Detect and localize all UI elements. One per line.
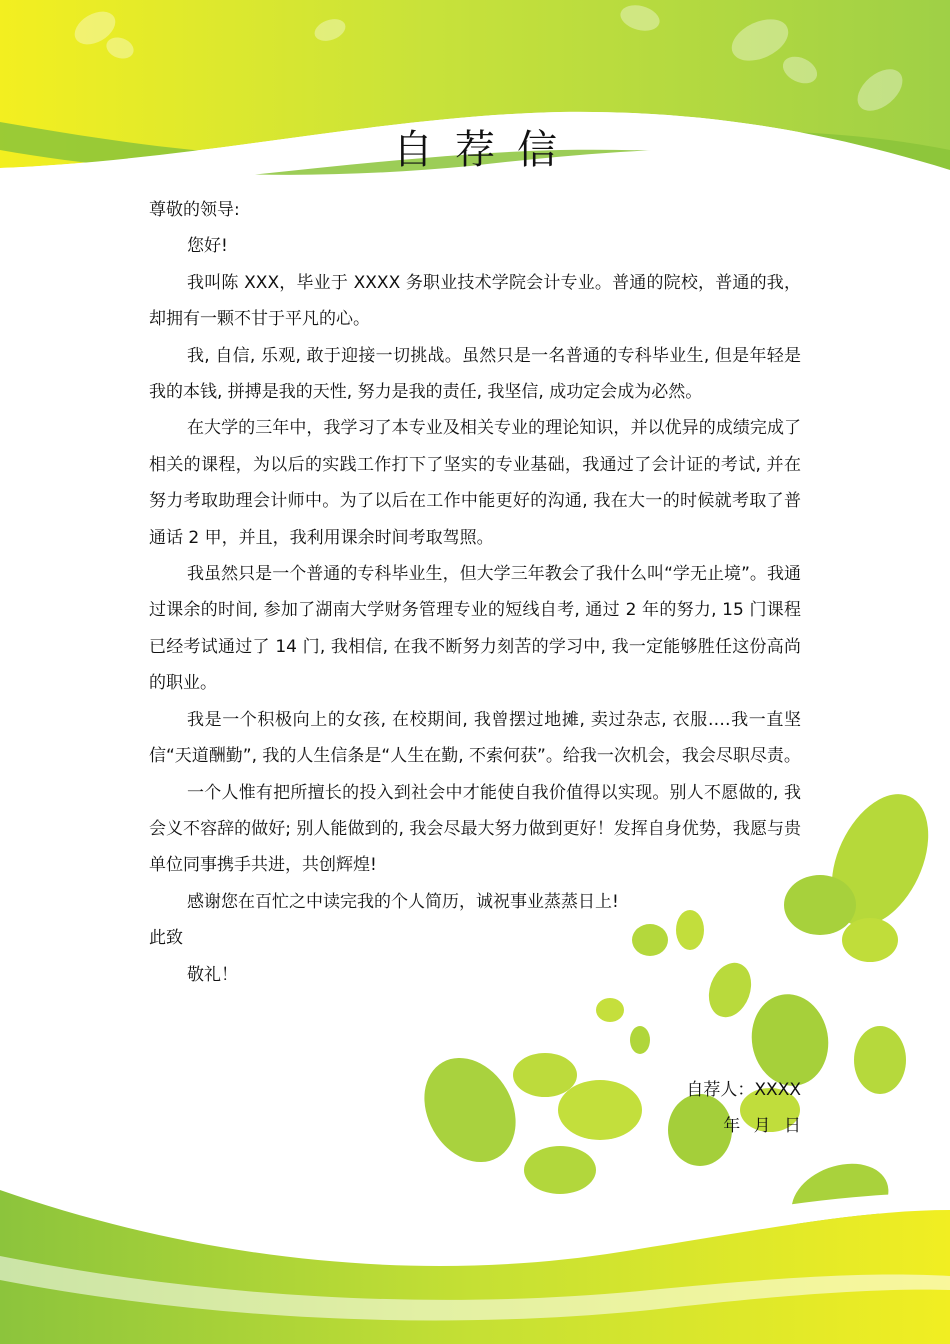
paragraph-5: 我是一个积极向上的女孩, 在校期间, 我曾摆过地摊, 卖过杂志, 衣服‥‥我一直坚信“天道酬勤”, 我的人生信条是“人生在勤, 不索何获”。给我一次机会，我会尽职尽责。 (149, 709, 801, 767)
paragraph-1: 我叫陈 XXX，毕业于 XXXX 务职业技术学院会计专业。普通的院校，普通的我，却拥有一颗不甘于平凡的心。 (149, 272, 801, 330)
salutation: 尊敬的领导: (149, 200, 240, 220)
paragraph-3: 在大学的三年中，我学习了本专业及相关专业的理论知识，并以优异的成绩完成了相关的课程，为以后的实践工作打下了坚实的专业基础，我通过了会计证的考试, 并在努力考取助理会计师中。为了以后在工作中能更好的沟通, 我在大一的时候就考取了普通话 2 甲，并且，我利用课余时间考取驾照。 (149, 418, 801, 548)
greeting: 您好! (187, 236, 228, 257)
paragraph-6: 一个人惟有把所擅长的投入到社会中才能使自我价值得以实现。别人不愿做的, 我会义不容辞的做好; 别人能做到的, 我会尽最大努力做到更好！发挥自身优势，我愿与贵单位同事携手共进，共创辉煌! (149, 782, 801, 876)
closing-phrase: 此致 (149, 928, 183, 949)
letter-title: 自荐信 (393, 127, 579, 173)
letter-body (149, 192, 801, 993)
closing-salute: 敬礼！ (187, 964, 238, 985)
paragraph-4: 我虽然只是一个普通的专科毕业生，但大学三年教会了我什么叫“学无止境”。我通过课余的时间, 参加了湖南大学财务管理专业的短线自考, 通过 2 年的努力, 15 门课程已经考试通过了 14 门, 我相信, 在我不断努力刻苦的学习中, 我一定能够胜任这份高尚的职业。 (149, 564, 801, 694)
paragraph-2: 我, 自信, 乐观, 敢于迎接一切挑战。虽然只是一名普通的专科毕业生, 但是年轻是我的本钱, 拼搏是我的天性, 努力是我的责任, 我坚信, 成功定会成为必然。 (149, 345, 801, 403)
paragraph-7: 感谢您在百忙之中读完我的个人简历，诚祝事业蒸蒸日上! (187, 891, 619, 912)
date-line: 年 月 日 (723, 1116, 801, 1136)
signature: 自荐人：XXXX (686, 1080, 801, 1100)
